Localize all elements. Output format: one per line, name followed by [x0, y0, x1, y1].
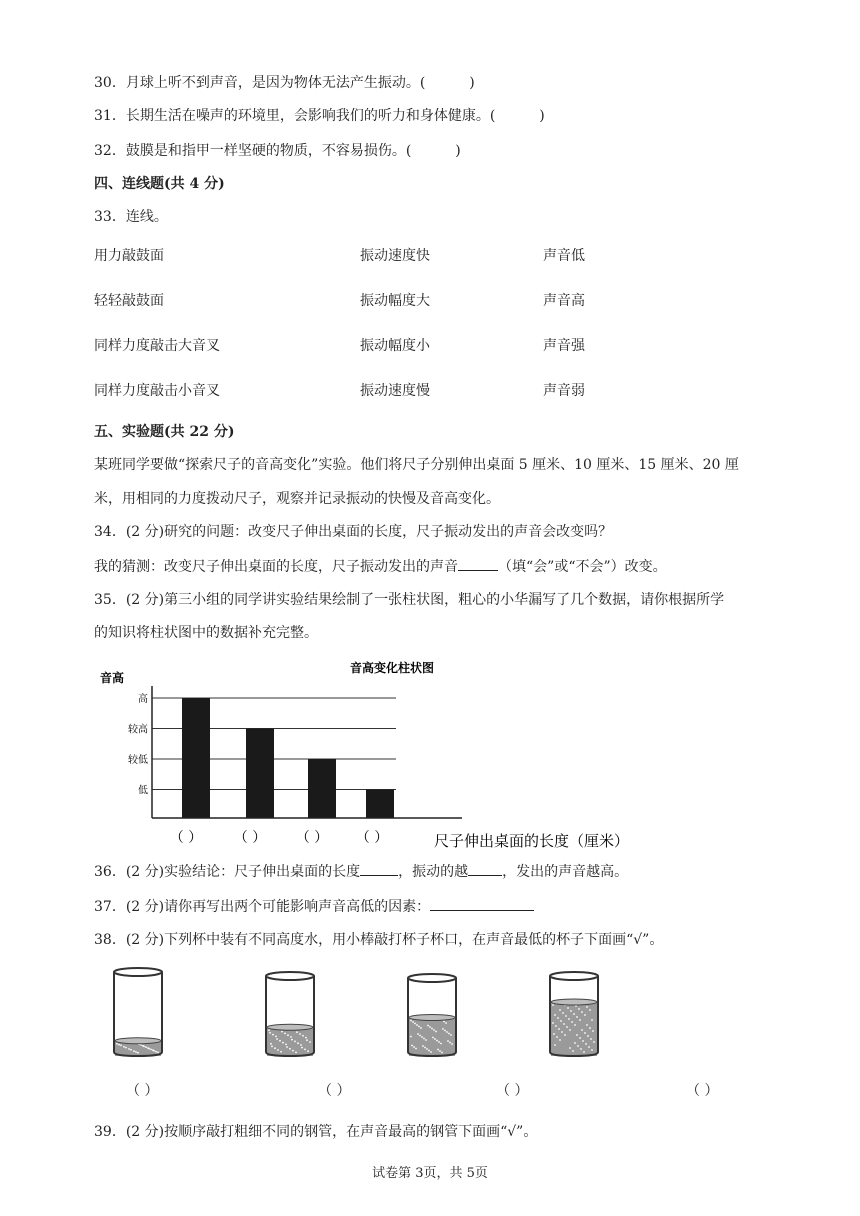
question-31: 31．长期生活在噪声的环境里，会影响我们的听力和身体健康。( ): [94, 108, 545, 124]
chart-x-categories: [170, 830, 388, 846]
cup-water-speckle: [304, 1049, 306, 1051]
cup-4: [542, 966, 606, 1062]
cup-water-speckle: [130, 1049, 132, 1051]
section-4-title: 四、连线题(共 4 分): [94, 176, 225, 192]
cup-water-speckle: [411, 1045, 413, 1047]
cup-water-speckle: [271, 1046, 273, 1048]
cup-water-speckle: [574, 1024, 576, 1026]
matching-right-item[interactable]: 声音强: [543, 338, 585, 354]
cup-answer-2[interactable]: （ ）: [318, 1083, 351, 1099]
cup-water-speckle: [584, 1032, 586, 1034]
cup-water-speckle: [447, 1040, 449, 1042]
cup-water-speckle: [424, 1047, 426, 1049]
cup-water-speckle: [586, 1006, 588, 1008]
answer-blank[interactable]: [458, 556, 498, 571]
matching-right-item[interactable]: 声音低: [543, 248, 585, 264]
cup-water-speckle: [564, 1034, 566, 1036]
cup-water-speckle: [309, 1041, 311, 1043]
cup-water-speckle: [306, 1039, 308, 1041]
chart-bar: [246, 729, 274, 819]
cup-water-speckle: [433, 1029, 435, 1031]
question-38: 38．(2 分)下列杯中装有不同高度水，用小棒敲打杯子杯口，在声音最低的杯子下面画“√”。: [94, 932, 664, 948]
answer-blank[interactable]: [360, 861, 398, 876]
cup-water-speckle: [585, 1043, 587, 1045]
chart-bars: [182, 698, 394, 818]
cup-water-speckle: [563, 1023, 565, 1025]
cup-water-speckle: [417, 1033, 419, 1035]
cup-2: [258, 966, 322, 1062]
cup-water-speckle: [133, 1050, 135, 1052]
cup-water-speckle: [559, 1009, 561, 1011]
chart-title: 音高变化柱状图: [349, 661, 435, 675]
cup-water-speckle: [448, 1033, 450, 1035]
cup-water-speckle: [140, 1044, 142, 1046]
cup-water-speckle: [415, 1048, 417, 1050]
experiment-intro-line1: 某班同学要做“探索尺子的音高变化”实验。他们将尺子分别伸出桌面 5 厘米、10 厘米、15 厘米、20 厘: [94, 457, 739, 473]
chart-y-level-label: 低: [138, 785, 148, 797]
cup-water-speckle: [581, 1029, 583, 1031]
cup-water-speckle: [277, 1049, 279, 1051]
cup-water-speckle: [449, 1042, 451, 1044]
cup-water-speckle: [427, 1025, 429, 1027]
cup-water-speckle: [152, 1049, 154, 1051]
cup-water-speckle: [569, 1047, 571, 1049]
experiment-intro-line2: 米，用相同的力度拨动尺子，观察并记录振动的快慢及音高变化。: [94, 491, 500, 507]
cup-water-speckle: [423, 1038, 425, 1040]
cup-water-speckle: [282, 1042, 284, 1044]
cup-water-speckle: [589, 1027, 591, 1029]
cup-water-speckle: [579, 1019, 581, 1021]
cup-water-speckle: [574, 1042, 576, 1044]
matching-left-item[interactable]: 用力敲鼓面: [94, 248, 164, 264]
cup-water-speckle: [451, 1043, 453, 1045]
cup-water-speckle: [435, 1031, 437, 1033]
cup-water-speckle: [576, 1016, 578, 1018]
cup-water-speckle: [562, 1012, 564, 1014]
cup-water-speckle: [292, 1050, 294, 1052]
matching-right-item[interactable]: 声音高: [543, 293, 585, 309]
cup-water-speckle: [561, 1031, 563, 1033]
cup-3: [400, 968, 464, 1062]
chart-x-category[interactable]: （ ）: [355, 830, 389, 846]
cup-water-speckle: [442, 1028, 444, 1030]
cup-water-speckle: [441, 1052, 443, 1054]
cup-water-speckle: [418, 1026, 420, 1028]
cup-water-speckle: [570, 1010, 572, 1012]
cup-water-speckle: [286, 1046, 288, 1048]
cup-water-speckle: [120, 1045, 122, 1047]
matching-middle-item[interactable]: 振动幅度小: [360, 338, 430, 354]
cup-water-speckle: [147, 1047, 149, 1049]
cup-water-speckle: [439, 1050, 441, 1052]
cup-water-speckle: [591, 1019, 593, 1021]
question-35-line2: 的知识将柱状图中的数据补充完整。: [94, 625, 318, 641]
cup-water-speckle: [444, 1030, 446, 1032]
cup-water-speckle: [576, 1034, 578, 1036]
answer-blank[interactable]: [430, 896, 534, 911]
chart-x-category[interactable]: （ ）: [295, 830, 329, 846]
cup-water-speckle: [552, 1022, 554, 1024]
cup-water-speckle: [592, 1030, 594, 1032]
cup-water-speckle: [582, 1040, 584, 1042]
matching-middle-item[interactable]: 振动速度快: [360, 248, 430, 264]
cup-water-speckle: [428, 1050, 430, 1052]
chart-y-level-label: 较高: [128, 724, 148, 736]
cup-water-speckle: [438, 1041, 440, 1043]
cup-water-speckle: [275, 1036, 277, 1038]
cup-water-speckle: [281, 1031, 283, 1033]
cup-water-speckle: [116, 1043, 118, 1045]
cup-water-speckle: [422, 1045, 424, 1047]
cup-water-speckle: [566, 1026, 568, 1028]
chart-xlabel: 尺子伸出桌面的长度（厘米）: [434, 832, 630, 850]
cup-water-speckle: [559, 1039, 561, 1041]
cup-water-speckle: [128, 1048, 130, 1050]
cup-water-speckle: [269, 1032, 271, 1034]
cup-water-speckle: [440, 1043, 442, 1045]
cup-water-surface: [267, 1024, 313, 1030]
cup-water-speckle: [419, 1035, 421, 1037]
question-34-problem: 34．(2 分)研究的问题：改变尺子伸出桌面的长度，尺子振动发出的声音会改变吗？: [94, 524, 613, 540]
cup-water-speckle: [588, 1046, 590, 1048]
cup-water-speckle: [450, 1034, 452, 1036]
cup-water-speckle: [416, 1024, 418, 1026]
cup-water: [409, 1018, 455, 1057]
answer-blank[interactable]: [468, 861, 502, 876]
cup-water-speckle: [307, 1050, 309, 1052]
cup-water-speckle: [552, 1004, 554, 1006]
question-37: 37．(2 分)请你再写出两个可能影响声音高低的因素：: [94, 896, 534, 917]
cup-water-speckle: [296, 1031, 298, 1033]
cup-water-speckle: [593, 1041, 595, 1043]
cup-water-speckle: [581, 1011, 583, 1013]
cup-water-speckle: [445, 1022, 447, 1024]
cup-water-speckle: [587, 1035, 589, 1037]
cup-water-speckle: [155, 1051, 157, 1053]
cup-water-speckle: [431, 1028, 433, 1030]
question-36: 36．(2 分)实验结论：尺子伸出桌面的长度 ，振动的越 ，发出的声音越高。: [94, 861, 628, 882]
cup-water-speckle: [285, 1044, 287, 1046]
cup-water-speckle: [591, 1049, 593, 1051]
chart-ylabel: 音高: [100, 671, 125, 685]
cup-water-speckle: [580, 1048, 582, 1050]
cup-water-speckle: [280, 1051, 282, 1053]
cup-water-speckle: [558, 1028, 560, 1030]
matching-middle-item[interactable]: 振动速度慢: [360, 383, 430, 399]
cup-water-speckle: [443, 1021, 445, 1023]
cup-water-speckle: [554, 1014, 556, 1016]
cup-water-speckle: [297, 1042, 299, 1044]
cup-water-speckle: [412, 1021, 414, 1023]
cup-water-speckle: [272, 1034, 274, 1036]
cup-water-speckle: [301, 1047, 303, 1049]
cup-water-speckle: [268, 1029, 270, 1031]
cup-water-speckle: [553, 1033, 555, 1035]
chart-y-levels: [128, 692, 148, 797]
cup-water: [267, 1027, 313, 1056]
cup-water-speckle: [287, 1034, 289, 1036]
cup-water-speckle: [426, 1048, 428, 1050]
cup-water-speckle: [123, 1046, 125, 1048]
question-39: 39．(2 分)按顺序敲打粗细不同的钢管，在声音最高的钢管下面画“√”。: [94, 1124, 538, 1140]
cup-water-speckle: [145, 1046, 147, 1048]
cup-rim: [114, 968, 162, 976]
cup-water-speckle: [137, 1052, 139, 1054]
cup-rim: [408, 974, 456, 982]
cup-rim: [266, 972, 314, 980]
chart-x-category[interactable]: （ ）: [233, 830, 267, 846]
cup-water-speckle: [568, 1018, 570, 1020]
cup-water-speckle: [554, 1044, 556, 1046]
cup-water-speckle: [295, 1052, 297, 1054]
matching-middle-item[interactable]: 振动幅度大: [360, 293, 430, 309]
cup-water-speckle: [284, 1033, 286, 1035]
question-33: 33．连线。: [94, 209, 168, 225]
cup-water-speckle: [125, 1047, 127, 1049]
cup-water-speckle: [157, 1052, 159, 1054]
matching-right-item[interactable]: 声音弱: [543, 383, 585, 399]
cup-answer-4[interactable]: （ ）: [686, 1083, 719, 1099]
cup-water-speckle: [569, 1029, 571, 1031]
cup-water-speckle: [556, 1036, 558, 1038]
cup-water-surface: [115, 1038, 161, 1044]
cup-water-speckle: [410, 1020, 412, 1022]
question-30: 30．月球上听不到声音，是因为物体无法产生振动。( ): [94, 75, 475, 91]
cup-water-speckle: [584, 1014, 586, 1016]
cup-water-speckle: [429, 1026, 431, 1028]
cup-water-speckle: [555, 1025, 557, 1027]
section-5-title: 五、实验题(共 22 分): [94, 424, 235, 440]
chart-y-level-label: 高: [138, 694, 148, 705]
cup-water-speckle: [572, 1050, 574, 1052]
cup-water-speckle: [279, 1040, 281, 1042]
chart-bar: [308, 759, 336, 818]
question-34-guess: 我的猜测：改变尺子伸出桌面的长度，尺子振动发出的声音 （填“会”或“不会”）改变。: [94, 556, 667, 577]
cup-answer-1[interactable]: （ ）: [126, 1083, 159, 1099]
question-32: 32．鼓膜是和指甲一样坚硬的物质，不容易损伤。( ): [94, 143, 461, 159]
cup-water-speckle: [150, 1049, 152, 1051]
cup-1: [106, 962, 170, 1062]
cup-water-speckle: [436, 1040, 438, 1042]
cup-water-speckle: [142, 1045, 144, 1047]
chart-bar: [182, 698, 210, 818]
matching-left-item[interactable]: 轻轻敲鼓面: [94, 293, 164, 309]
cup-water-surface: [409, 1015, 455, 1021]
cup-water-speckle: [571, 1021, 573, 1023]
cup-water-speckle: [413, 1046, 415, 1048]
chart-x-category[interactable]: （ ）: [169, 830, 203, 846]
cup-water-speckle: [446, 1031, 448, 1033]
chart-bar: [366, 790, 394, 819]
cup-water-speckle: [589, 1009, 591, 1011]
cup-water-speckle: [437, 1049, 439, 1051]
cup-rim: [550, 972, 598, 980]
cup-answer-3[interactable]: （ ）: [496, 1083, 529, 1099]
cup-water-speckle: [430, 1051, 432, 1053]
cup-water-speckle: [577, 1045, 579, 1047]
cup-water-speckle: [420, 1027, 422, 1029]
cup-water-speckle: [300, 1044, 302, 1046]
cup-water-speckle: [118, 1044, 120, 1046]
cup-water-speckle: [425, 1039, 427, 1041]
cup-water-speckle: [565, 1015, 567, 1017]
cup-water-speckle: [557, 1017, 559, 1019]
cup-water-speckle: [289, 1048, 291, 1050]
pitch-bar-chart: [96, 656, 696, 852]
cup-water-speckle: [270, 1043, 272, 1045]
cup-water-speckle: [573, 1013, 575, 1015]
cup-water-speckle: [276, 1038, 278, 1040]
cup-water-speckle: [299, 1033, 301, 1035]
question-35-line1: 35．(2 分)第三小组的同学讲实验结果绘制了一张柱状图，粗心的小华漏写了几个数据，请你根据所学: [94, 592, 725, 608]
cup-water-speckle: [567, 1007, 569, 1009]
cup-water-surface: [551, 999, 597, 1005]
cup-water-speckle: [560, 1020, 562, 1022]
cup-water-speckle: [291, 1039, 293, 1041]
cup-water-speckle: [579, 1037, 581, 1039]
cup-water-speckle: [290, 1036, 292, 1038]
cup-water-speckle: [135, 1051, 137, 1053]
cup-water-speckle: [421, 1036, 423, 1038]
cup-water-speckle: [586, 1024, 588, 1026]
cup-water-speckle: [274, 1047, 276, 1049]
page-footer: 试卷第 3页，共 5页: [372, 1166, 488, 1181]
cup-water-speckle: [302, 1035, 304, 1037]
matching-left-item[interactable]: 同样力度敲击大音叉: [94, 338, 220, 354]
cup-water-speckle: [410, 1036, 412, 1038]
cup-water-speckle: [590, 1038, 592, 1040]
cup-water-speckle: [432, 1037, 434, 1039]
matching-left-item[interactable]: 同样力度敲击小音叉: [94, 383, 220, 399]
cup-water-speckle: [414, 1023, 416, 1025]
cup-water-speckle: [434, 1038, 436, 1040]
cup-water-speckle: [294, 1041, 296, 1043]
cup-water-speckle: [583, 1051, 585, 1053]
chart-y-level-label: 较低: [128, 755, 148, 766]
cup-water-speckle: [305, 1037, 307, 1039]
cup-water-speckle: [578, 1008, 580, 1010]
